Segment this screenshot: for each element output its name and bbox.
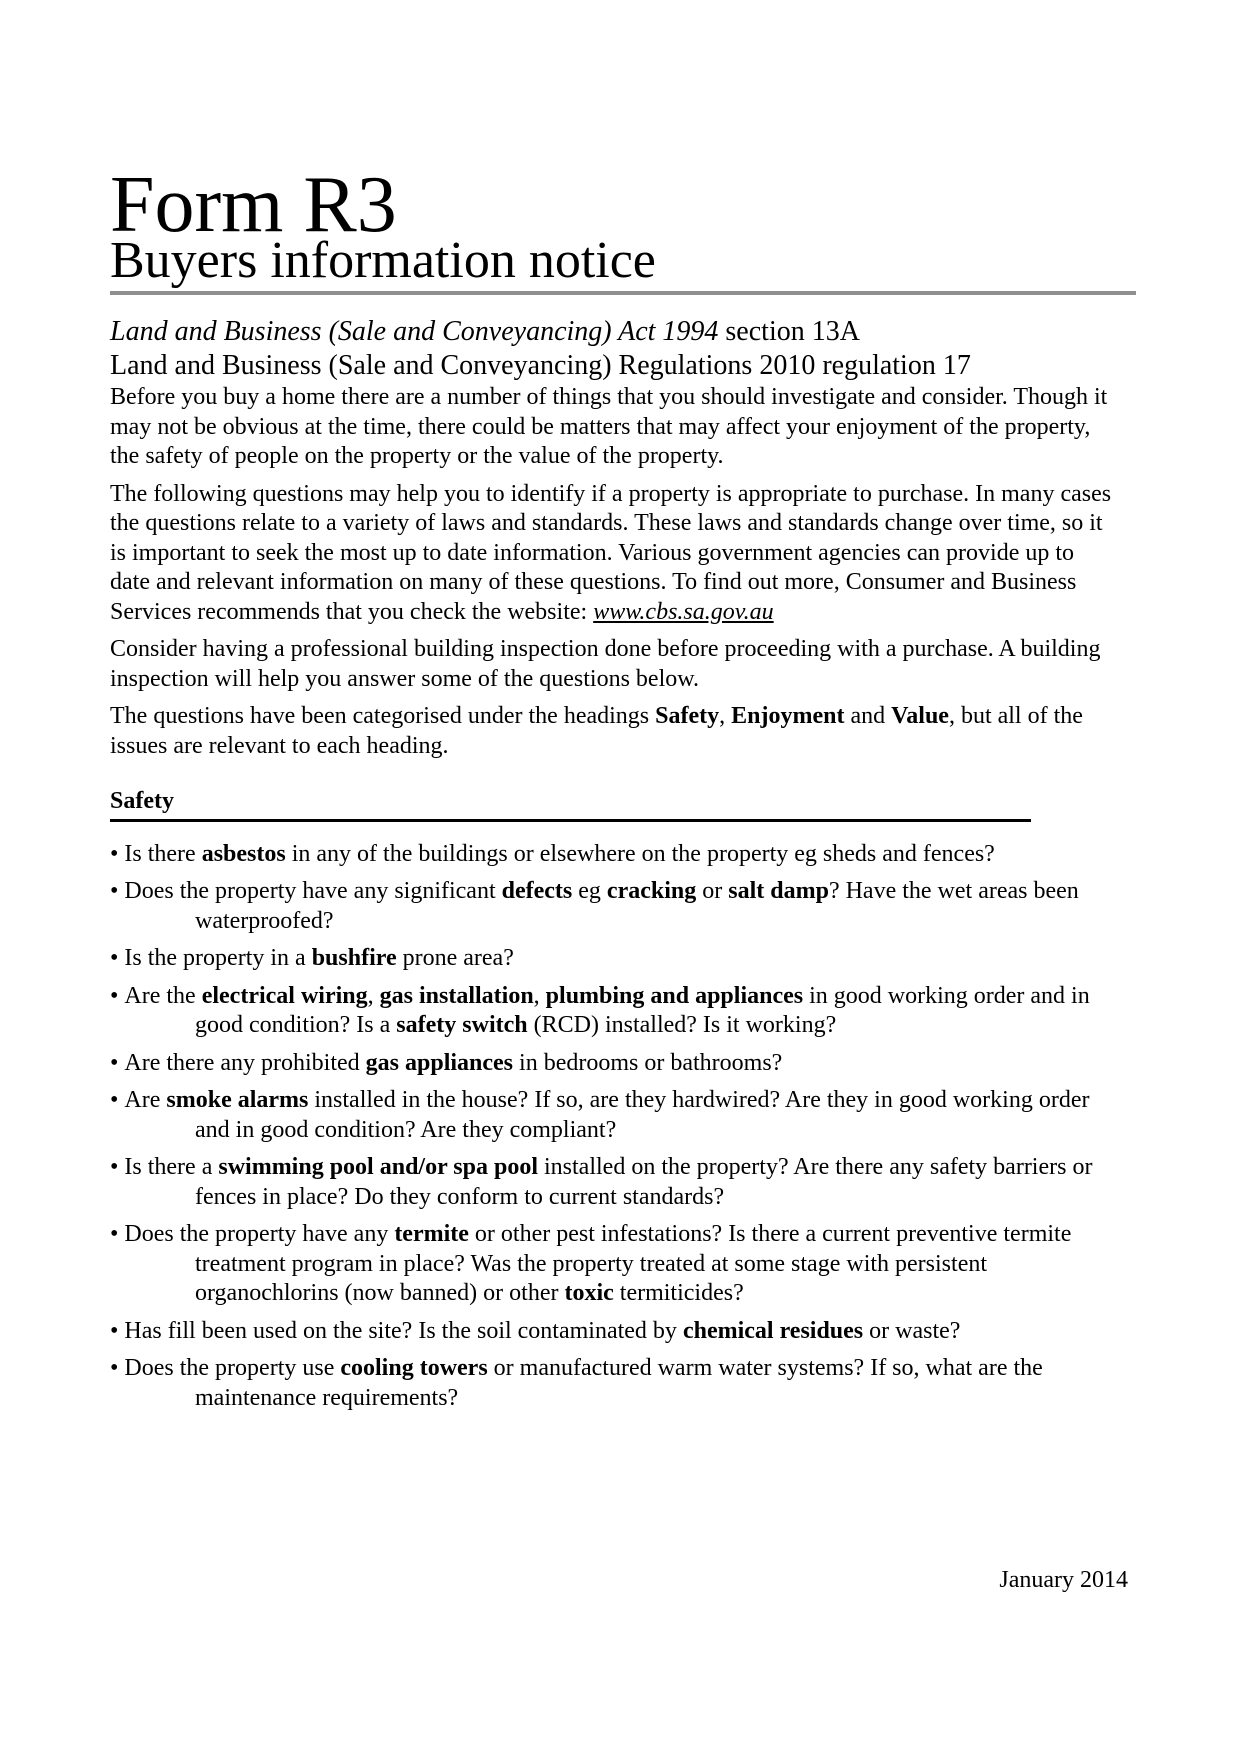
intro-paragraph: Before you buy a home there are a number of things that you should investigate and consider. Though it may not be obvious at the time, there could be matters that may affect your enjoyment of the property, the safety of people on the property or the value of the property. [110, 384, 1108, 469]
form-title: Form R3 [110, 161, 397, 249]
intro-paragraph: The following questions may help you to identify if a property is appropriate to purchase. In many cases the questions relate to a variety of laws and standards. These laws and standards change over time, so it is important to seek the most up to date information. Various government agencies can provide up to date and relevant information on many of these questions. To find out more, Consumer and Business Services recommends that you check the website: www.cbs.sa.gov.au [110, 480, 1112, 625]
safety-question: • Has fill been used on the site? Is the soil contaminated by chemical residues or waste? [110, 1317, 1136, 1347]
safety-question: • Does the property have any termite or other pest infestations? Is there a current preventive termite treatment program in place? Was the property treated at some stage with persistent organochlorins (now banned) or other toxic termiticides? [110, 1220, 1136, 1309]
safety-question: • Does the property have any significant defects eg cracking or salt damp? Have the wet areas been waterproofed? [110, 877, 1136, 936]
statute-reference [110, 315, 1136, 383]
safety-question: • Are there any prohibited gas appliances in bedrooms or bathrooms? [110, 1049, 1136, 1079]
section-heading-label: Safety [110, 788, 174, 814]
safety-question: • Are the electrical wiring, gas installation, plumbing and appliances in good working order and in good condition? Is a safety switch (RCD) installed? Is it working? [110, 982, 1136, 1041]
intro-paragraphs [110, 383, 1136, 761]
form-subtitle: Buyers information notice [110, 232, 656, 289]
safety-question: • Is the property in a bushfire prone area? [110, 944, 1136, 974]
safety-question: • Does the property use cooling towers or manufactured warm water systems? If so, what are the maintenance requirements? [110, 1354, 1136, 1413]
header-rule [110, 291, 1136, 295]
website-link[interactable]: www.cbs.sa.gov.au [593, 598, 774, 625]
footer-date: January 2014 [999, 1567, 1128, 1593]
safety-question: • Is there a swimming pool and/or spa pool installed on the property? Are there any safety barriers or fences in place? Do they conform to current standards? [110, 1153, 1136, 1212]
section-heading-safety [110, 787, 1031, 822]
statute-line-act: Land and Business (Sale and Conveyancing) Act 1994 section 13A [110, 316, 860, 347]
safety-question: • Is there asbestos in any of the buildings or elsewhere on the property eg sheds and fences? [110, 840, 1136, 870]
page-content [110, 0, 1136, 1413]
safety-questions-list [110, 840, 1136, 1414]
intro-paragraph: The questions have been categorised under the headings Safety, Enjoyment and Value, but all of the issues are relevant to each heading. [110, 703, 1083, 759]
safety-question: • Are smoke alarms installed in the house? If so, are they hardwired? Are they in good working order and in good condition? Are they compliant? [110, 1086, 1136, 1145]
statute-line-regulations: Land and Business (Sale and Conveyancing) Regulations 2010 regulation 17 [110, 350, 971, 381]
intro-paragraph: Consider having a professional building inspection done before proceeding with a purchase. A building inspection will help you answer some of the questions below. [110, 636, 1101, 692]
